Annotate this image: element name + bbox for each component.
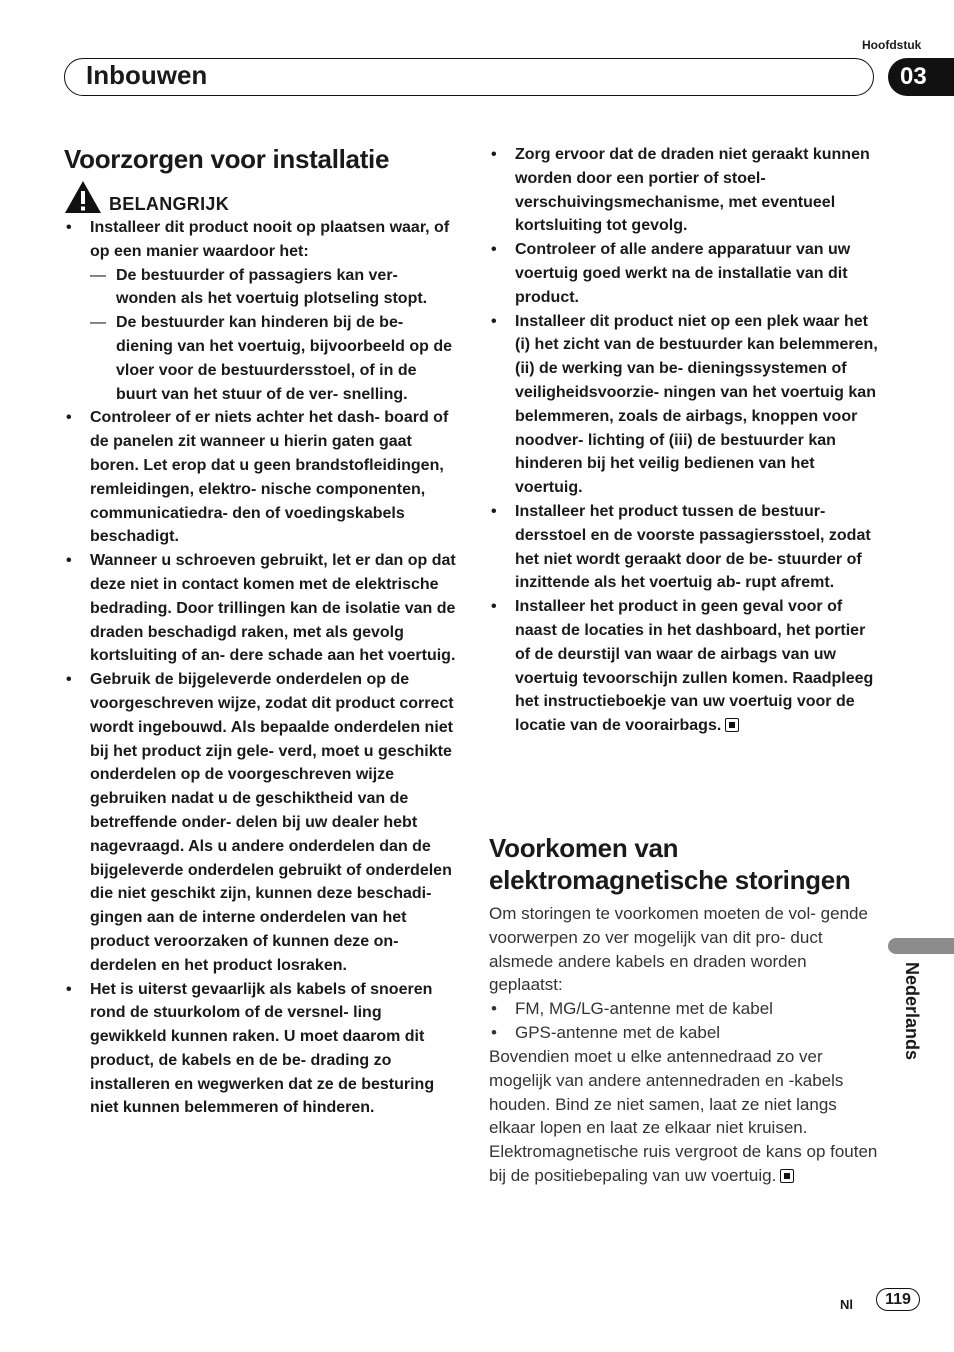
- precautions-list-left: [64, 216, 456, 1120]
- sub-list-item: — De bestuurder of passagiers kan ver- wonden als het voertuig plotseling stopt.: [90, 264, 456, 312]
- list-item: • FM, MG/LG-antenne met de kabel: [489, 997, 881, 1021]
- list-item-text: Installeer het product in geen geval voor of naast de locaties in het dashboard, het portier of de deurstijl van waar de airbags van uw voertuig tevoorschijn zullen komen. Raadpleeg het instructieboekje van uw voertuig voor de locatie van de voorairbags.: [515, 598, 874, 735]
- list-item: • Het is uiterst gevaarlijk als kabels of snoeren rond de stuurkolom of de versnel- ling gewikkeld kunnen raken. U moet daarom dit product, de kabels en de be- drading zo installeren en wegwerken dat ze de besturing niet kunnen belemmeren of hinderen.: [64, 978, 456, 1121]
- list-item: [64, 216, 456, 406]
- heading-installation-precautions: Voorzorgen voor installatie: [64, 144, 390, 174]
- list-item: • GPS-antenne met de kabel: [489, 1021, 881, 1045]
- list-item: • Installeer het product tussen de bestuur- dersstoel en de voorste passagiersstoel, zodat het niet wordt geraakt door de be- stuurder of inzittende als het voertuig ab- rupt afremt.: [489, 500, 881, 595]
- list-item: • Wanneer u schroeven gebruikt, let er dan op dat deze niet in contact komen met de elektrische bedrading. Door trillingen kan de isolatie van de draden beschadigd raken, met als gevolg kortsluiting of an- dere schade aan het voertuig.: [64, 549, 456, 668]
- emi-outro-text: Bovendien moet u elke antennedraad zo ver mogelijk van andere antennedraden en -kabels houden. Bind ze niet samen, laat ze niet langs elkaar lopen en laat ze elkaar niet kruisen. Elektromagnetische ruis vergroot de kans op fouten bij de positiebepaling van uw voertuig.: [489, 1047, 878, 1185]
- section-title: Inbouwen: [86, 60, 208, 90]
- warning-icon: [64, 180, 102, 214]
- precautions-list-right: [489, 143, 881, 738]
- list-item-text: Installeer dit product nooit op plaatsen waar, of op een manier waardoor het:: [90, 219, 450, 260]
- chapter-label: Hoofdstuk: [862, 38, 922, 52]
- emi-antenna-list: [489, 997, 881, 1045]
- language-tab-marker: [888, 938, 954, 954]
- list-item: [489, 595, 881, 738]
- chapter-number-badge: 03: [888, 58, 954, 96]
- language-code: Nl: [840, 1297, 853, 1312]
- list-item: • Gebruik de bijgeleverde onderdelen op de voorgeschreven wijze, zodat dit product correct wordt ingebouwd. Als bepaalde onderdelen niet bij het product zijn gele- verd, moet u geschikte onderdelen op de voorgeschreven wijze gebruiken nadat u de geschiktheid van de betreffende onder- delen bij uw dealer hebt nagevraagd. Als u andere onderdelen dan de bijgeleverde onderdelen gebruikt of onderdelen die niet geschikt zijn, kunnen deze beschadi- gingen aan de interne onderdelen van het product veroorzaken of kunnen deze on- derdelen en het product losraken.: [64, 668, 456, 977]
- sub-list: [90, 264, 456, 407]
- heading-emi-prevention: Voorkomen van elektromagnetische storingen: [489, 833, 851, 895]
- emi-intro-text: Om storingen te voorkomen moeten de vol- gende voorwerpen zo ver mogelijk van dit pro- duct alsmede andere kabels en draden worden geplaatst:: [489, 904, 868, 995]
- list-item: • Controleer of alle andere apparatuur van uw voertuig goed werkt na de installatie van dit product.: [489, 238, 881, 309]
- end-of-section-icon: [725, 718, 739, 732]
- important-label: BELANGRIJK: [109, 194, 230, 214]
- page-number: 119: [876, 1288, 920, 1311]
- emi-intro-block: [489, 902, 881, 1045]
- sub-list-item: — De bestuurder kan hinderen bij de be- diening van het voertuig, bijvoorbeeld op de vloer voor de bestuurdersstoel, of in de buurt van het stuur of de ver- snelling.: [90, 311, 456, 406]
- list-item: • Zorg ervoor dat de draden niet geraakt kunnen worden door een portier of stoel- verschuivingsmechanisme, met eventueel kortsluiting tot gevolg.: [489, 143, 881, 238]
- list-item: • Controleer of er niets achter het dash- board of de panelen zit wanneer u hierin gaten gaat boren. Let erop dat u geen brandstofleidingen, remleidingen, elektro- nische componenten, communicatiedra- den of voedingskabels beschadigt.: [64, 406, 456, 549]
- list-item: • Installeer dit product niet op een plek waar het (i) het zicht van de bestuurder kan belemmeren, (ii) de werking van be- dieningssystemen of veiligheidsvoorzie- ningen van het voertuig kan belemmeren, zoals de airbags, knoppen voor noodver- lichting of (iii) de bestuurder kan hinderen bij het veilig bedienen van het voertuig.: [489, 310, 881, 500]
- language-tab-label: Nederlands: [902, 962, 922, 1061]
- language-tab: [894, 962, 930, 1092]
- emi-outro-block: [489, 1045, 881, 1188]
- end-of-section-icon: [780, 1169, 794, 1183]
